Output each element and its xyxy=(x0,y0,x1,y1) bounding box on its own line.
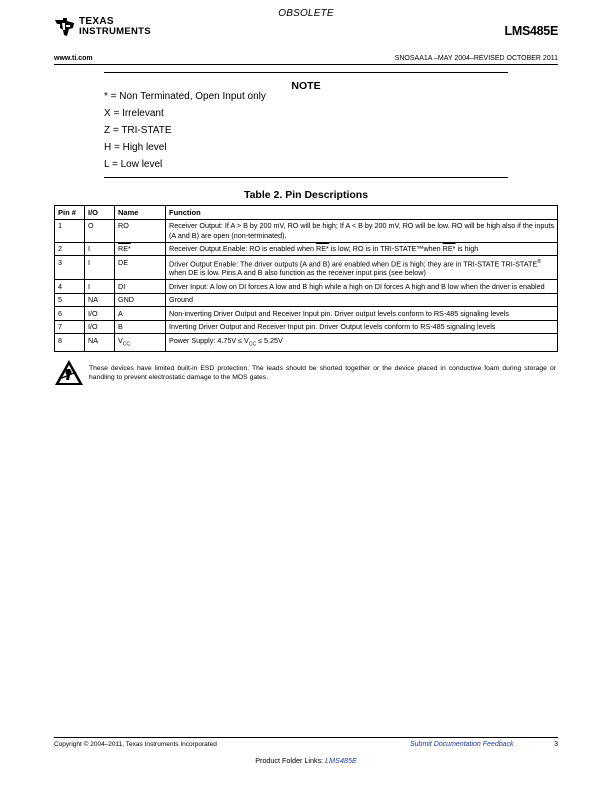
re-signal-ref: RE* xyxy=(316,244,329,253)
pin-cell: 3 xyxy=(55,256,85,280)
name-cell xyxy=(115,334,166,352)
esd-notice-text: These devices have limited built-in ESD protection. The leads should be shorted together or the device placed in conductive foam during storage or handling to prevent electrostatic damage to the MOS gates. xyxy=(89,365,556,382)
table-row xyxy=(55,219,558,242)
product-folder-links xyxy=(0,756,612,765)
column-header-name: Name xyxy=(115,206,166,220)
header-rule xyxy=(54,64,558,65)
io-cell: NA xyxy=(85,293,115,307)
note-line: Z = TRI-STATE xyxy=(104,125,172,136)
footer-rule xyxy=(54,737,558,738)
function-cell: Ground xyxy=(166,293,558,307)
io-cell: I/O xyxy=(85,307,115,321)
note-top-rule xyxy=(104,72,508,73)
note-bottom-rule xyxy=(104,177,508,178)
function-cell: Non-inverting Driver Output and Receiver Input pin. Driver output levels conform to RS-485 signaling levels xyxy=(166,307,558,321)
function-cell xyxy=(166,334,558,352)
name-cell: RO xyxy=(115,219,166,242)
pin-cell: 8 xyxy=(55,334,85,352)
vcc-subscript: CC xyxy=(122,341,131,348)
pin-cell: 2 xyxy=(55,242,85,256)
name-cell: DI xyxy=(115,280,166,294)
esd-warning-icon xyxy=(54,359,84,391)
function-cell xyxy=(166,256,558,280)
vcc-name: V xyxy=(118,335,123,345)
function-text: Driver Output Enable: The driver outputs (A and B) are enabled when DE is high; they are in TRI-STATE TRI-STATE xyxy=(169,258,538,268)
pin-cell: 6 xyxy=(55,307,85,321)
folder-label: Product Folder Links: xyxy=(255,756,326,765)
function-text: Receiver Output Enable: RO is enabled when xyxy=(169,244,317,253)
submit-feedback-link[interactable]: Submit Documentation Feedback xyxy=(410,741,514,748)
pin-descriptions-table xyxy=(54,205,558,352)
logo-line-1: TEXAS xyxy=(79,16,114,27)
note-line: H = High level xyxy=(104,142,167,153)
ti-logo xyxy=(54,17,151,37)
function-cell xyxy=(166,242,558,256)
obsolete-banner: OBSOLETE xyxy=(278,8,334,19)
column-header-function: Function xyxy=(166,206,558,220)
name-cell: GND xyxy=(115,293,166,307)
column-header-io: I/O xyxy=(85,206,115,220)
note-line: * = Non Terminated, Open Input only xyxy=(104,91,266,102)
note-line: X = Irrelevant xyxy=(104,108,164,119)
table-row xyxy=(55,293,558,307)
table-header-row xyxy=(55,206,558,220)
column-header-pin: Pin # xyxy=(55,206,85,220)
function-text: Power Supply: 4.75V ≤ V xyxy=(169,335,249,345)
pin-cell: 1 xyxy=(55,219,85,242)
pin-cell: 4 xyxy=(55,280,85,294)
ti-logo-icon xyxy=(54,17,76,37)
function-text: is high xyxy=(455,244,479,253)
io-cell: NA xyxy=(85,334,115,352)
function-text: is low; RO is in TRI-STATE™when xyxy=(328,244,443,253)
page-number: 3 xyxy=(554,741,558,748)
table-row xyxy=(55,256,558,280)
io-cell: O xyxy=(85,219,115,242)
name-cell xyxy=(115,242,166,256)
re-signal-ref: RE* xyxy=(442,244,456,253)
io-cell: I/O xyxy=(85,320,115,334)
function-cell: Driver Input: A low on DI forces A low and B high while a high on DI forces A high and B low when the driver is enabled xyxy=(166,280,558,294)
name-cell: A xyxy=(115,307,166,321)
function-text: when DE is low. Pins A and B also function as the receiver input pins (see below) xyxy=(169,268,426,278)
table-row xyxy=(55,320,558,334)
io-cell: I xyxy=(85,256,115,280)
pin-cell: 5 xyxy=(55,293,85,307)
note-line: L = Low level xyxy=(104,159,163,170)
registered-mark: ® xyxy=(537,258,541,265)
io-cell: I xyxy=(85,280,115,294)
product-folder-link[interactable]: LMS485E xyxy=(325,756,357,765)
re-signal-name: RE* xyxy=(118,244,131,253)
vcc-subscript: CC xyxy=(248,341,257,348)
name-cell: B xyxy=(115,320,166,334)
function-cell: Inverting Driver Output and Receiver Input pin. Driver Output levels conform to RS-485 signaling levels xyxy=(166,320,558,334)
note-title: NOTE xyxy=(291,80,321,92)
table-row xyxy=(55,242,558,256)
table-row xyxy=(55,307,558,321)
table-row xyxy=(55,334,558,352)
document-number: SNOSAA1A –MAY 2004–REVISED OCTOBER 2011 xyxy=(394,55,558,62)
table-row xyxy=(55,280,558,294)
pin-cell: 7 xyxy=(55,320,85,334)
copyright-text: Copyright © 2004–2011, Texas Instruments Incorporated xyxy=(54,741,217,748)
function-cell: Receiver Output: If A > B by 200 mV, RO will be high; If A < B by 200 mV, RO will be low. RO will be high also if the inputs (A and B) are open (non-terminated). xyxy=(166,219,558,242)
logo-line-2: INSTRUMENTS xyxy=(79,26,151,37)
io-cell: I xyxy=(85,242,115,256)
function-text: ≤ 5.25V xyxy=(256,335,283,345)
table-title: Table 2. Pin Descriptions xyxy=(243,189,369,201)
part-number: LMS485E xyxy=(504,24,558,38)
name-cell: DE xyxy=(115,256,166,280)
website-link[interactable]: www.ti.com xyxy=(54,55,93,62)
